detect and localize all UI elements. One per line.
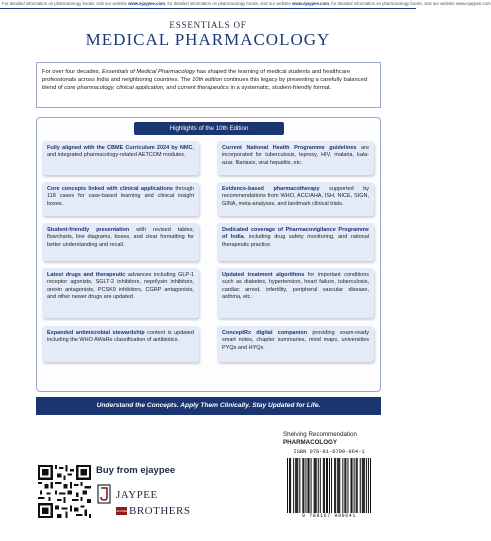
highlights-heading: Highlights of the 10th Edition bbox=[134, 122, 284, 135]
highlight-card-stewardship: Expanded antimicrobial stewardship content is updated including the WHO AWaRe classification of antibiotics. bbox=[42, 326, 199, 362]
highlight-card-cbme: Fully aligned with the CBME Curriculum 2024 by NMC, and integrated pharmacology-related AETCOM modules. bbox=[42, 141, 199, 175]
barcode-block bbox=[283, 449, 375, 521]
shelving-recommendation bbox=[283, 431, 357, 447]
intro-box: For over four decades, Essentials of Medical Pharmacology has shaped the learning of medical students and healthcare professionals across India and neighboring countries. The 10th edition continues this legacy by presenting a carefully balanced blend of core pharmacology, clinical application, and current therapeutics in a systematic, student-friendly format. bbox=[36, 62, 381, 108]
highlight-card-pharmacovigilance: Dedicated coverage of Pharmacovigilance Programme of India, including drug safety monitoring, and rational therapeutic practice. bbox=[217, 223, 374, 261]
top-rule bbox=[0, 8, 416, 9]
website-banner-line bbox=[0, 0, 491, 7]
barcode bbox=[287, 458, 371, 513]
series-title: ESSENTIALS OF bbox=[169, 20, 247, 30]
highlight-card-algorithms: Updated treatment algorithms for important conditions such as diabetes, hypertension, heart failure, tuberculosis, cardiac arrest, infertility, peripheral vascular disease, asthma, etc. bbox=[217, 268, 374, 318]
highlight-card-latest-drugs: Latest drugs and therapeutic advances including GLP-1 receptor agonists, SGLT-2 inhibitors, neprilysin inhibitors, orexin antagonists, PCSK9 inhibitors, CGRP antagonists, and other newer drugs are updated. bbox=[42, 268, 199, 318]
shelving-label: Shelving Recommendation bbox=[283, 431, 357, 438]
publisher-name-bottom: BROTHERS bbox=[129, 505, 191, 517]
publisher-tag: JAYPEE bbox=[116, 509, 128, 513]
highlight-card-presentation: Student-friendly presentation with revised tables, flowcharts, line diagrams, boxes, and clear formatting for better understanding and recall. bbox=[42, 223, 199, 261]
website-notice-left: For detailed information on pharmacology books, visit our website www.ejaypee.com, for detailed information on pharmacology books, visit our website www.ejaypee.com, for detailed information on pharmacology books, visit our website www.ejaypee.com bbox=[2, 1, 491, 6]
publisher-name-top: JAYPEE bbox=[116, 489, 158, 501]
publisher-logo bbox=[96, 483, 191, 525]
tagline-banner: Understand the Concepts. Apply Them Clinically. Stay Updated for Life. bbox=[36, 397, 381, 415]
website-link[interactable]: www.ejaypee.com bbox=[128, 1, 165, 6]
highlight-card-conceptrx: ConceptRx digital companion providing exam-ready smart notes, chapter summaries, mind maps, universities PYQs and HYQs. bbox=[217, 326, 374, 362]
highlight-card-nhp: Current National Health Programme guidelines are incorporated for tuberculosis, leprosy, HIV, malaria, kala-azar, filariasis, viral hepatitis, etc. bbox=[217, 141, 374, 175]
barcode-digits: 9 788167 999641 bbox=[301, 513, 356, 519]
qr-code[interactable] bbox=[38, 465, 91, 518]
buy-label: Buy from ejaypee bbox=[96, 465, 176, 476]
highlight-card-evidence: Evidence-based pharmacotherapy supported by recommendations from WHO, ACC/AHA, ISH, NICE, SIGN, GINA, meta-analyses, and landmark clinical trials. bbox=[217, 182, 374, 216]
highlight-card-core-concepts: Core concepts linked with clinical applications through 118 cases for case-based learning and clinical insight boxes. bbox=[42, 182, 199, 216]
book-title: MEDICAL PHARMACOLOGY bbox=[85, 30, 331, 49]
publisher-mark-icon bbox=[96, 483, 112, 505]
isbn-text: ISBN 978-81-6799-964-1 bbox=[293, 449, 365, 455]
website-link[interactable]: www.ejaypee.com bbox=[292, 1, 329, 6]
shelving-category: PHARMACOLOGY bbox=[283, 439, 337, 446]
